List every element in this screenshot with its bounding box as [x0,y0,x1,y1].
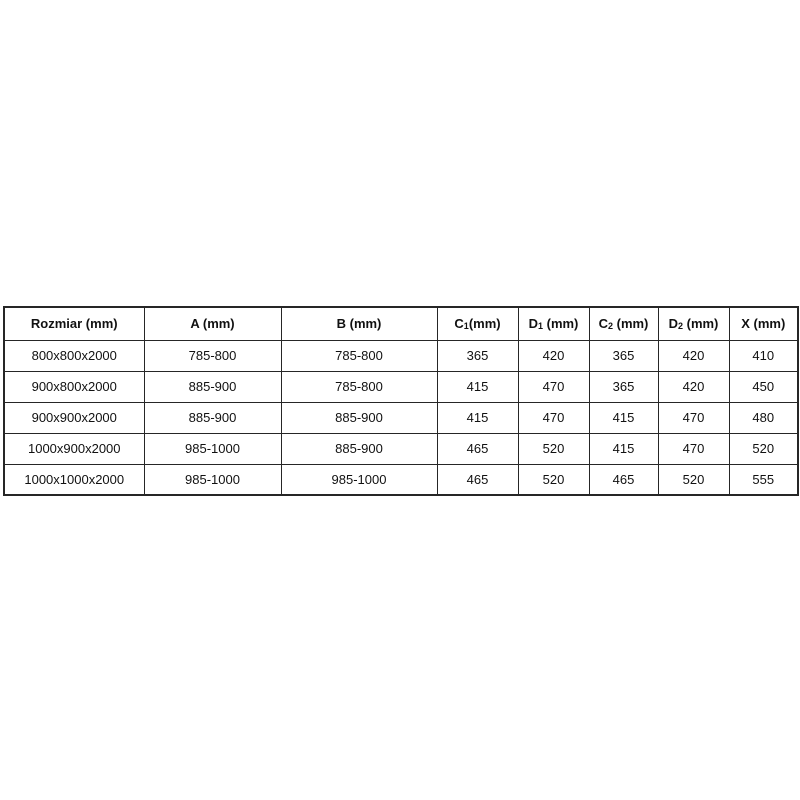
cell-d2: 420 [658,340,729,371]
cell-c1: 365 [437,340,518,371]
column-header-subscript: 1 [537,320,543,331]
cell-rozmiar: 1000x1000x2000 [4,464,144,495]
column-header-label: A (mm) [190,315,235,331]
cell-c1: 465 [437,464,518,495]
column-header-label: X (mm) [741,315,786,331]
cell-rozmiar: 900x800x2000 [4,371,144,402]
table-row [4,433,798,464]
cell-d1: 520 [518,433,589,464]
column-header-label: C [598,315,608,331]
cell-b: 785-800 [281,340,437,371]
cell-b: 785-800 [281,371,437,402]
cell-d2: 420 [658,371,729,402]
column-header-c1 [437,307,518,340]
cell-c2: 365 [589,340,658,371]
size-spec-table [3,306,799,496]
table-row [4,402,798,433]
cell-rozmiar: 800x800x2000 [4,340,144,371]
column-header-label: Rozmiar (mm) [30,315,118,331]
cell-a: 885-900 [144,371,281,402]
cell-c1: 465 [437,433,518,464]
cell-d2: 470 [658,402,729,433]
table-body [4,340,798,495]
cell-rozmiar: 900x900x2000 [4,402,144,433]
cell-d2: 470 [658,433,729,464]
column-header-c2 [589,307,658,340]
column-header-unit: (mm) [543,315,579,331]
cell-rozmiar: 1000x900x2000 [4,433,144,464]
column-header-label: D [528,315,538,331]
table-row [4,340,798,371]
cell-d2: 520 [658,464,729,495]
cell-x: 450 [729,371,798,402]
cell-x: 410 [729,340,798,371]
column-header-rozmiar [4,307,144,340]
cell-b: 885-900 [281,402,437,433]
column-header-unit: (mm) [613,315,649,331]
column-header-a [144,307,281,340]
table-row [4,464,798,495]
cell-c2: 365 [589,371,658,402]
cell-a: 885-900 [144,402,281,433]
column-header-label: B (mm) [336,315,382,331]
column-header-d1 [518,307,589,340]
column-header-subscript: 2 [677,320,683,331]
column-header-label: D [668,315,678,331]
column-header-x [729,307,798,340]
cell-x: 480 [729,402,798,433]
cell-d1: 470 [518,371,589,402]
column-header-unit: (mm) [468,315,501,331]
cell-x: 555 [729,464,798,495]
column-header-unit: (mm) [683,315,719,331]
cell-a: 785-800 [144,340,281,371]
cell-d1: 420 [518,340,589,371]
cell-b: 985-1000 [281,464,437,495]
column-header-label: C [454,315,464,331]
cell-c2: 415 [589,402,658,433]
cell-c2: 415 [589,433,658,464]
cell-d1: 470 [518,402,589,433]
table-header-row [4,307,798,340]
column-header-subscript: 2 [607,320,613,331]
table-row [4,371,798,402]
cell-d1: 520 [518,464,589,495]
cell-b: 885-900 [281,433,437,464]
column-header-subscript: 1 [463,320,469,331]
cell-c1: 415 [437,371,518,402]
cell-c2: 465 [589,464,658,495]
cell-x: 520 [729,433,798,464]
cell-a: 985-1000 [144,433,281,464]
cell-a: 985-1000 [144,464,281,495]
column-header-d2 [658,307,729,340]
column-header-b [281,307,437,340]
cell-c1: 415 [437,402,518,433]
